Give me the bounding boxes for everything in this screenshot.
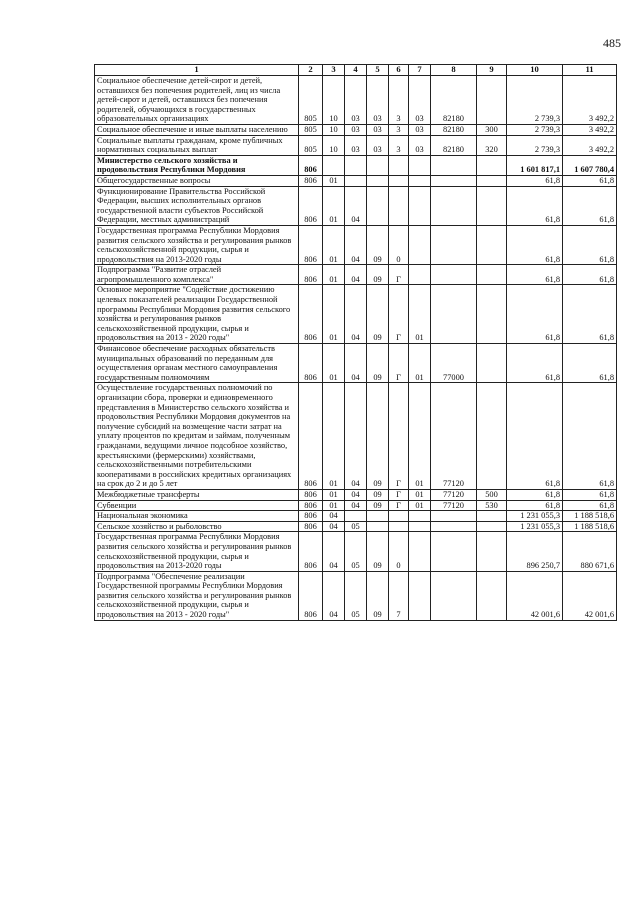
- row-cell-c7: 01: [409, 383, 431, 490]
- row-cell-c9: [477, 175, 507, 186]
- row-cell-c11: 61,8: [563, 175, 617, 186]
- row-cell-c3: 01: [323, 383, 345, 490]
- row-cell-c10: 61,8: [507, 265, 563, 285]
- row-cell-c8: 82180: [431, 135, 477, 155]
- row-cell-c4: 04: [345, 225, 367, 264]
- column-header: 10: [507, 65, 563, 76]
- row-cell-c7: [409, 225, 431, 264]
- row-cell-c2: 806: [299, 175, 323, 186]
- row-cell-c2: 806: [299, 344, 323, 383]
- row-cell-c7: [409, 155, 431, 175]
- row-cell-c11: 61,8: [563, 186, 617, 225]
- row-description: Социальное обеспечение детей-сирот и детей, оставшихся без попечения родителей, лиц из числа детей-сирот и детей, оставшихся без попечения родителей, обучающихся в государственных образовательных организациях: [95, 76, 299, 125]
- row-cell-c3: 04: [323, 511, 345, 522]
- row-cell-c3: 01: [323, 500, 345, 511]
- row-cell-c5: [367, 521, 389, 532]
- row-description: Общегосударственные вопросы: [95, 175, 299, 186]
- row-cell-c2: 806: [299, 155, 323, 175]
- row-cell-c2: 805: [299, 135, 323, 155]
- row-description: Государственная программа Республики Мордовия развития сельского хозяйства и регулирования рынков сельскохозяйственной продукции, сырья и продовольствия на 2013-2020 годы: [95, 225, 299, 264]
- row-cell-c2: 805: [299, 124, 323, 135]
- row-cell-c3: [323, 155, 345, 175]
- row-cell-c2: 806: [299, 489, 323, 500]
- row-cell-c11: 61,8: [563, 285, 617, 344]
- row-cell-c6: Г: [389, 489, 409, 500]
- row-cell-c5: 09: [367, 489, 389, 500]
- table-row: [95, 489, 617, 500]
- column-header: 3: [323, 65, 345, 76]
- table-row: [95, 521, 617, 532]
- table-row: [95, 511, 617, 522]
- table-row: [95, 124, 617, 135]
- row-cell-c5: 09: [367, 383, 389, 490]
- row-cell-c7: 03: [409, 76, 431, 125]
- row-cell-c11: 61,8: [563, 225, 617, 264]
- row-description: Подпрограмма "Обеспечение реализации Государственной программы Республики Мордовия развития сельского хозяйства и регулирования рынков сельскохозяйственной продукции, сырья и продовольствия на 2013 - 2020 годы": [95, 571, 299, 620]
- row-cell-c10: 2 739,3: [507, 76, 563, 125]
- row-cell-c6: Г: [389, 344, 409, 383]
- row-cell-c10: 61,8: [507, 344, 563, 383]
- row-cell-c5: 09: [367, 500, 389, 511]
- row-description: Социальные выплаты гражданам, кроме публичных нормативных социальных выплат: [95, 135, 299, 155]
- row-cell-c5: 09: [367, 285, 389, 344]
- row-cell-c2: 805: [299, 76, 323, 125]
- column-header: 4: [345, 65, 367, 76]
- column-header: 5: [367, 65, 389, 76]
- row-cell-c7: 01: [409, 344, 431, 383]
- row-cell-c5: [367, 186, 389, 225]
- table-row: [95, 225, 617, 264]
- row-cell-c11: 61,8: [563, 383, 617, 490]
- row-cell-c3: 01: [323, 344, 345, 383]
- row-cell-c2: 806: [299, 383, 323, 490]
- row-cell-c8: 82180: [431, 124, 477, 135]
- row-cell-c6: 0: [389, 532, 409, 571]
- row-cell-c9: [477, 571, 507, 620]
- row-cell-c4: 05: [345, 571, 367, 620]
- row-cell-c2: 806: [299, 521, 323, 532]
- row-cell-c7: 03: [409, 135, 431, 155]
- row-cell-c10: 61,8: [507, 285, 563, 344]
- row-cell-c11: 3 492,2: [563, 76, 617, 125]
- row-cell-c4: 03: [345, 135, 367, 155]
- row-cell-c10: 61,8: [507, 489, 563, 500]
- row-cell-c6: Г: [389, 383, 409, 490]
- row-description: Сельское хозяйство и рыболовство: [95, 521, 299, 532]
- row-cell-c6: 3: [389, 135, 409, 155]
- row-cell-c11: 1 188 518,6: [563, 521, 617, 532]
- column-header: 2: [299, 65, 323, 76]
- row-cell-c10: 896 250,7: [507, 532, 563, 571]
- row-cell-c3: 01: [323, 186, 345, 225]
- row-cell-c9: [477, 265, 507, 285]
- column-header: 7: [409, 65, 431, 76]
- row-cell-c6: Г: [389, 265, 409, 285]
- row-cell-c4: 04: [345, 265, 367, 285]
- row-cell-c7: 03: [409, 124, 431, 135]
- row-cell-c7: [409, 571, 431, 620]
- row-cell-c2: 806: [299, 186, 323, 225]
- row-cell-c8: [431, 571, 477, 620]
- row-cell-c7: 01: [409, 489, 431, 500]
- row-cell-c5: 09: [367, 344, 389, 383]
- row-cell-c6: 7: [389, 571, 409, 620]
- row-cell-c7: 01: [409, 285, 431, 344]
- row-cell-c2: 806: [299, 285, 323, 344]
- column-header: 9: [477, 65, 507, 76]
- row-cell-c3: 04: [323, 521, 345, 532]
- row-cell-c9: [477, 285, 507, 344]
- row-description: Министерство сельского хозяйства и продовольствия Республики Мордовия: [95, 155, 299, 175]
- row-cell-c10: 1 601 817,1: [507, 155, 563, 175]
- row-cell-c9: 530: [477, 500, 507, 511]
- row-cell-c11: 1 607 780,4: [563, 155, 617, 175]
- row-description: Осуществление государственных полномочий по организации сбора, проверки и единовременного представления в Министерство сельского хозяйства и продовольствия Республики Мордовия документов на получение субсидий на возмещение части затрат на уплату процентов по кредитам и займам, полученным гражданами, ведущими личное подсобное хозяйство, крестьянскими (фермерскими) хозяйствами, сельскохозяйственными потребительскими кооперативами в российских кредитных организациях на срок до 2 и до 5 лет: [95, 383, 299, 490]
- row-cell-c5: 03: [367, 135, 389, 155]
- row-cell-c3: 01: [323, 175, 345, 186]
- row-cell-c8: [431, 285, 477, 344]
- row-cell-c2: 806: [299, 532, 323, 571]
- column-header: 1: [95, 65, 299, 76]
- row-cell-c9: [477, 532, 507, 571]
- budget-table: [94, 64, 617, 621]
- row-cell-c11: 42 001,6: [563, 571, 617, 620]
- row-cell-c5: 03: [367, 76, 389, 125]
- row-cell-c3: 10: [323, 76, 345, 125]
- row-cell-c7: [409, 521, 431, 532]
- table-row: [95, 175, 617, 186]
- row-cell-c3: 04: [323, 532, 345, 571]
- row-cell-c11: 61,8: [563, 489, 617, 500]
- row-cell-c7: [409, 186, 431, 225]
- row-cell-c3: 04: [323, 571, 345, 620]
- row-cell-c6: [389, 521, 409, 532]
- row-cell-c2: 806: [299, 511, 323, 522]
- row-cell-c11: 61,8: [563, 344, 617, 383]
- row-cell-c8: 77120: [431, 383, 477, 490]
- row-cell-c8: 77000: [431, 344, 477, 383]
- row-cell-c11: 3 492,2: [563, 135, 617, 155]
- row-cell-c5: 09: [367, 571, 389, 620]
- row-cell-c6: [389, 155, 409, 175]
- table-row: [95, 571, 617, 620]
- row-cell-c3: 01: [323, 265, 345, 285]
- row-cell-c6: Г: [389, 500, 409, 511]
- row-cell-c10: 61,8: [507, 186, 563, 225]
- row-cell-c4: 05: [345, 521, 367, 532]
- column-header: 11: [563, 65, 617, 76]
- row-cell-c9: [477, 511, 507, 522]
- row-cell-c5: [367, 175, 389, 186]
- row-cell-c9: 300: [477, 124, 507, 135]
- row-description: Основное мероприятие "Содействие достижению целевых показателей реализации Государственной программы Республики Мордовия развития сельского хозяйства и регулирования рынков сельскохозяйственной продукции, сырья и продовольствия на 2013 - 2020 годы": [95, 285, 299, 344]
- row-cell-c10: 1 231 055,3: [507, 511, 563, 522]
- row-cell-c8: [431, 175, 477, 186]
- row-cell-c4: 03: [345, 124, 367, 135]
- row-cell-c10: 61,8: [507, 383, 563, 490]
- row-cell-c4: 03: [345, 76, 367, 125]
- row-cell-c10: 61,8: [507, 225, 563, 264]
- row-cell-c4: [345, 175, 367, 186]
- row-cell-c8: 77120: [431, 500, 477, 511]
- table-row: [95, 135, 617, 155]
- row-cell-c3: 10: [323, 135, 345, 155]
- row-cell-c4: 04: [345, 344, 367, 383]
- row-cell-c10: 61,8: [507, 500, 563, 511]
- row-cell-c9: 320: [477, 135, 507, 155]
- table-row: [95, 155, 617, 175]
- row-cell-c4: 04: [345, 489, 367, 500]
- row-cell-c9: 500: [477, 489, 507, 500]
- row-cell-c3: 01: [323, 285, 345, 344]
- row-cell-c9: [477, 225, 507, 264]
- row-cell-c11: 61,8: [563, 500, 617, 511]
- row-cell-c11: 1 188 518,6: [563, 511, 617, 522]
- row-cell-c11: 61,8: [563, 265, 617, 285]
- row-cell-c6: [389, 186, 409, 225]
- row-cell-c2: 806: [299, 225, 323, 264]
- row-cell-c7: 01: [409, 500, 431, 511]
- row-description: Финансовое обеспечение расходных обязательств муниципальных образований по переданным для осуществления органам местного самоуправления государственным полномочиям: [95, 344, 299, 383]
- row-cell-c4: 04: [345, 500, 367, 511]
- row-cell-c8: [431, 225, 477, 264]
- table-row: [95, 285, 617, 344]
- row-cell-c8: 77120: [431, 489, 477, 500]
- row-cell-c10: 2 739,3: [507, 124, 563, 135]
- row-cell-c6: Г: [389, 285, 409, 344]
- row-cell-c4: 04: [345, 383, 367, 490]
- row-description: Субвенции: [95, 500, 299, 511]
- row-cell-c6: [389, 511, 409, 522]
- table-row: [95, 186, 617, 225]
- row-cell-c9: [477, 344, 507, 383]
- row-cell-c3: 10: [323, 124, 345, 135]
- row-cell-c9: [477, 155, 507, 175]
- row-cell-c10: 61,8: [507, 175, 563, 186]
- table-row: [95, 265, 617, 285]
- row-cell-c4: 04: [345, 285, 367, 344]
- column-header: 6: [389, 65, 409, 76]
- row-cell-c4: [345, 511, 367, 522]
- row-cell-c9: [477, 383, 507, 490]
- row-cell-c11: 880 671,6: [563, 532, 617, 571]
- table-row: [95, 76, 617, 125]
- column-header: 8: [431, 65, 477, 76]
- row-cell-c8: [431, 265, 477, 285]
- row-cell-c6: 0: [389, 225, 409, 264]
- row-cell-c7: [409, 175, 431, 186]
- row-description: Социальное обеспечение и иные выплаты населению: [95, 124, 299, 135]
- row-cell-c8: [431, 186, 477, 225]
- row-cell-c9: [477, 521, 507, 532]
- row-cell-c10: 2 739,3: [507, 135, 563, 155]
- table-row: [95, 383, 617, 490]
- row-cell-c7: [409, 265, 431, 285]
- row-cell-c5: [367, 155, 389, 175]
- row-description: Функционирование Правительства Российской Федерации, высших исполнительных органов государственной власти субъектов Российской Федерации, местных администраций: [95, 186, 299, 225]
- table-row: [95, 532, 617, 571]
- row-description: Государственная программа Республики Мордовия развития сельского хозяйства и регулирования рынков сельскохозяйственной продукции, сырья и продовольствия на 2013-2020 годы: [95, 532, 299, 571]
- page-number: 485: [603, 36, 621, 50]
- row-cell-c2: 806: [299, 500, 323, 511]
- row-cell-c2: 806: [299, 571, 323, 620]
- row-cell-c6: [389, 175, 409, 186]
- row-cell-c7: [409, 511, 431, 522]
- row-cell-c5: 09: [367, 225, 389, 264]
- row-cell-c9: [477, 186, 507, 225]
- row-cell-c6: 3: [389, 76, 409, 125]
- row-description: Межбюджетные трансферты: [95, 489, 299, 500]
- row-description: Подпрограмма "Развитие отраслей агропромышленного комплекса": [95, 265, 299, 285]
- table-header-row: [95, 65, 617, 76]
- row-cell-c5: 03: [367, 124, 389, 135]
- row-cell-c3: 01: [323, 489, 345, 500]
- table-row: [95, 344, 617, 383]
- row-cell-c8: [431, 155, 477, 175]
- row-cell-c4: [345, 155, 367, 175]
- row-cell-c9: [477, 76, 507, 125]
- row-cell-c4: 05: [345, 532, 367, 571]
- row-cell-c8: [431, 532, 477, 571]
- row-cell-c8: [431, 521, 477, 532]
- row-cell-c11: 3 492,2: [563, 124, 617, 135]
- row-cell-c10: 1 231 055,3: [507, 521, 563, 532]
- row-cell-c6: 3: [389, 124, 409, 135]
- row-cell-c5: 09: [367, 265, 389, 285]
- table-row: [95, 500, 617, 511]
- row-cell-c8: [431, 511, 477, 522]
- row-description: Национальная экономика: [95, 511, 299, 522]
- row-cell-c3: 01: [323, 225, 345, 264]
- row-cell-c8: 82180: [431, 76, 477, 125]
- row-cell-c5: 09: [367, 532, 389, 571]
- row-cell-c7: [409, 532, 431, 571]
- row-cell-c4: 04: [345, 186, 367, 225]
- row-cell-c5: [367, 511, 389, 522]
- row-cell-c10: 42 001,6: [507, 571, 563, 620]
- row-cell-c2: 806: [299, 265, 323, 285]
